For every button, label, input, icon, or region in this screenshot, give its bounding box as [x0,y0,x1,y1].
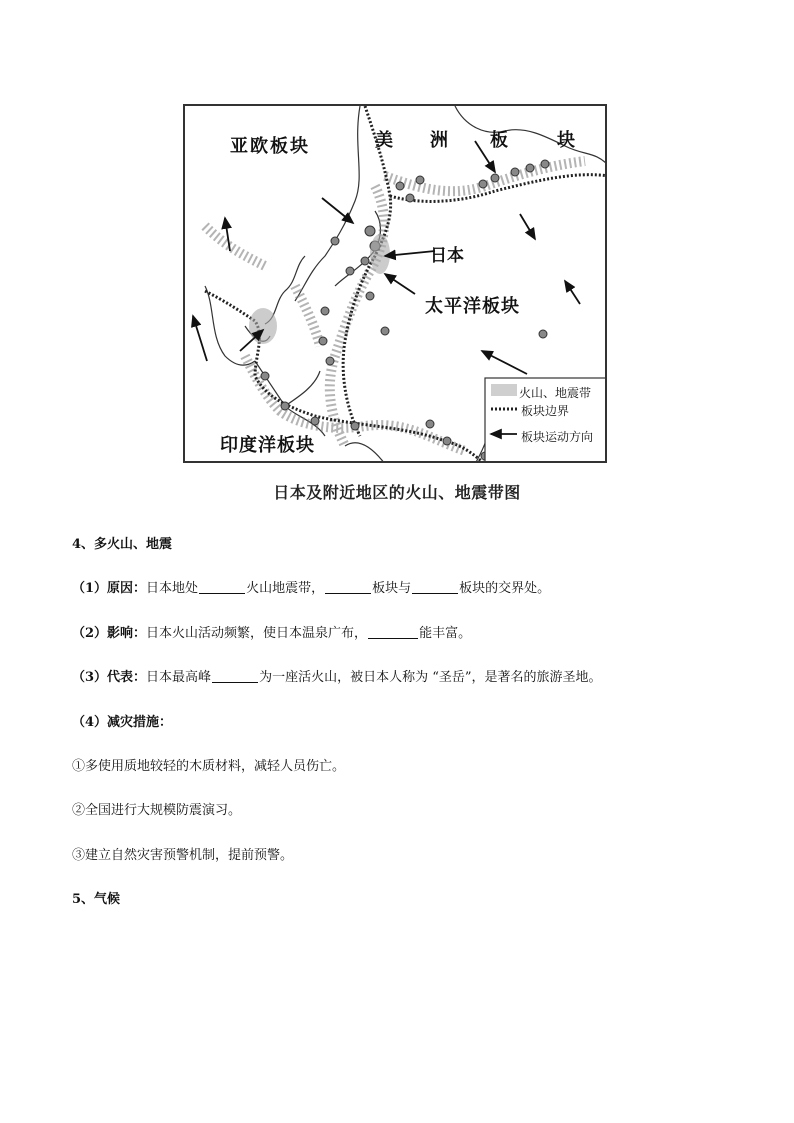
blank-5[interactable] [212,670,258,683]
blank-1[interactable] [199,581,245,594]
map-caption: 日本及附近地区的火山、地震带图 [273,483,521,502]
representative-text-a: 日本最高峰 [146,670,212,685]
label-eurasia-plate: 亚欧板块 [230,136,310,157]
cause-text-b: 火山地震带， [246,581,325,596]
measures-label: （4）减灾措施： [72,715,173,730]
impact-label: （2）影响： [72,626,147,641]
label-america-plate-1: 美 [375,130,393,151]
legend-item-volcano-belt: 火山、地震带 [519,386,592,400]
blank-3[interactable] [412,581,458,594]
label-america-plate-2: 洲 [430,130,448,151]
representative-text-b: 为一座活火山，被日本人称为 “圣岳”，是著名的旅游圣地。 [259,670,602,685]
label-japan: 日本 [430,246,464,266]
section5-heading: 5、气候 [72,892,121,907]
measure-item-3: ③建立自然灾害预警机制，提前预警。 [72,848,294,863]
section4-heading: 4、多火山、地震 [72,537,173,552]
cause-text-c: 板块与 [372,581,412,596]
blank-2[interactable] [325,581,371,594]
label-indian-plate: 印度洋板块 [220,435,315,456]
measure-item-1: ①多使用质地较轻的木质材料，减轻人员伤亡。 [72,759,346,774]
label-america-plate-4: 块 [557,130,575,151]
cause-line [72,577,550,596]
cause-text-d: 板块的交界处。 [459,581,551,596]
representative-label: （3）代表： [72,670,147,685]
cause-label: （1）原因： [72,581,147,596]
label-america-plate-3: 板 [490,130,508,151]
impact-text-b: 能丰富。 [419,626,472,641]
label-pacific-plate: 太平洋板块 [425,296,520,317]
measure-item-2: ②全国进行大规模防震演习。 [72,803,242,818]
legend-item-plate-movement: 板块运动方向 [521,430,594,444]
impact-text-a: 日本火山活动频繁，使日本温泉广布， [146,626,368,641]
cause-text-a: 日本地处 [146,581,199,596]
japan-highlight [370,234,390,274]
representative-line [72,666,602,685]
blank-4[interactable] [368,626,418,639]
volcano-earthquake-map [183,104,607,463]
impact-line [72,622,471,641]
legend-item-plate-boundary: 板块边界 [521,404,570,418]
